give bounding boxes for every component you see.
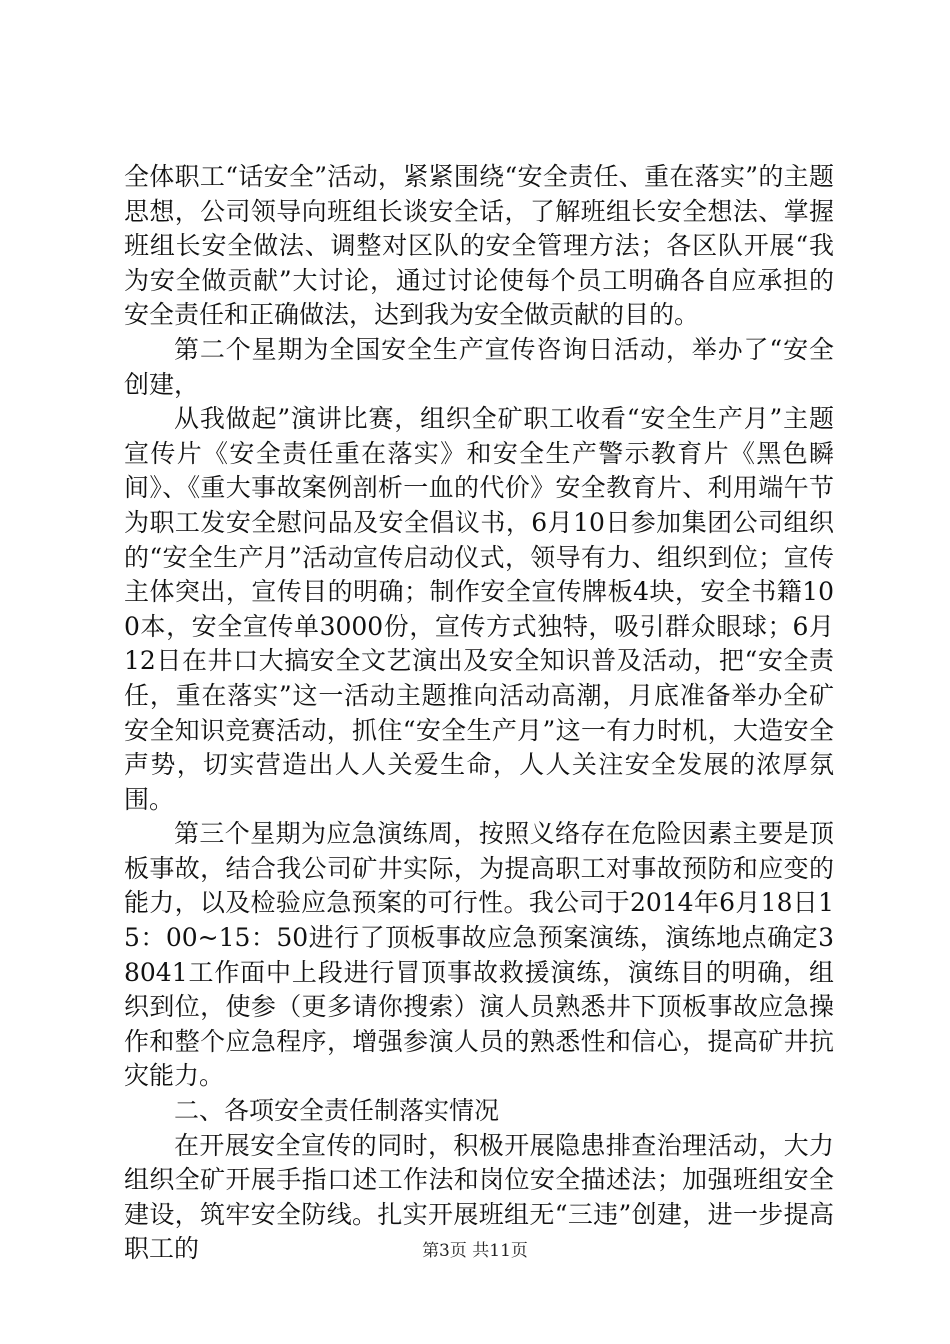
paragraph-2: 第二个星期为全国安全生产宣传咨询日活动，举办了“安全创建，	[124, 334, 834, 399]
paragraph-5: 在开展安全宣传的同时，积极开展隐患排查治理活动，大力组织全矿开展手指口述工作法和岗位安全描述法；加强班组安全建设，筑牢安全防线。扎实开展班组无“三违”创建，进一步提高职工的	[124, 1130, 834, 1264]
paragraph-1: 全体职工“话安全”活动，紧紧围绕“安全责任、重在落实”的主题思想，公司领导向班组长谈安全话，了解班组长安全想法、掌握班组长安全做法、调整对区队的安全管理方法；各区队开展“我为安全做贡献”大讨论，通过讨论使每个员工明确各自应承担的安全责任和正确做法，达到我为安全做贡献的目的。	[124, 162, 834, 330]
document-body	[124, 160, 834, 1267]
section-heading: 二、各项安全责任制落实情况	[174, 1096, 500, 1126]
paragraph-3: 从我做起”演讲比赛，组织全矿职工收看“安全生产月”主题宣传片《安全责任重在落实》和安全生产警示教育片《黑色瞬间》、《重大事故案例剖析一血的代价》安全教育片、利用端午节为职工发安全慰问品及安全倡议书，6月10日参加集团公司组织的“安全生产月”活动宣传启动仪式，领导有力、组织到位；宣传主体突出，宣传目的明确；制作安全宣传牌板4块，安全书籍100本，安全宣传单3000份，宣传方式独特，吸引群众眼球；6月12日在井口大搞安全文艺演出及安全知识普及活动，把“安全责任，重在落实”这一活动主题推向活动高潮，月底准备举办全矿安全知识竞赛活动，抓住“安全生产月”这一有力时机，大造安全声势，切实营造出人人关爱生命，人人关注安全发展的浓厚氛围。	[124, 404, 834, 814]
page-number-footer: 第3页 共11页	[422, 1241, 528, 1261]
paragraph-4: 第三个星期为应急演练周，按照义络存在危险因素主要是顶板事故，结合我公司矿井实际，为提高职工对事故预防和应变的能力，以及检验应急预案的可行性。我公司于2014年6月18日15：00~15：50进行了顶板事故应急预案演练，演练地点确定38041工作面中上段进行冒顶事故救援演练，演练目的明确，组织到位，使参（更多请你搜索）演人员熟悉井下顶板事故应急操作和整个应急程序，增强参演人员的熟悉性和信心，提高矿井抗灾能力。	[124, 819, 834, 1091]
